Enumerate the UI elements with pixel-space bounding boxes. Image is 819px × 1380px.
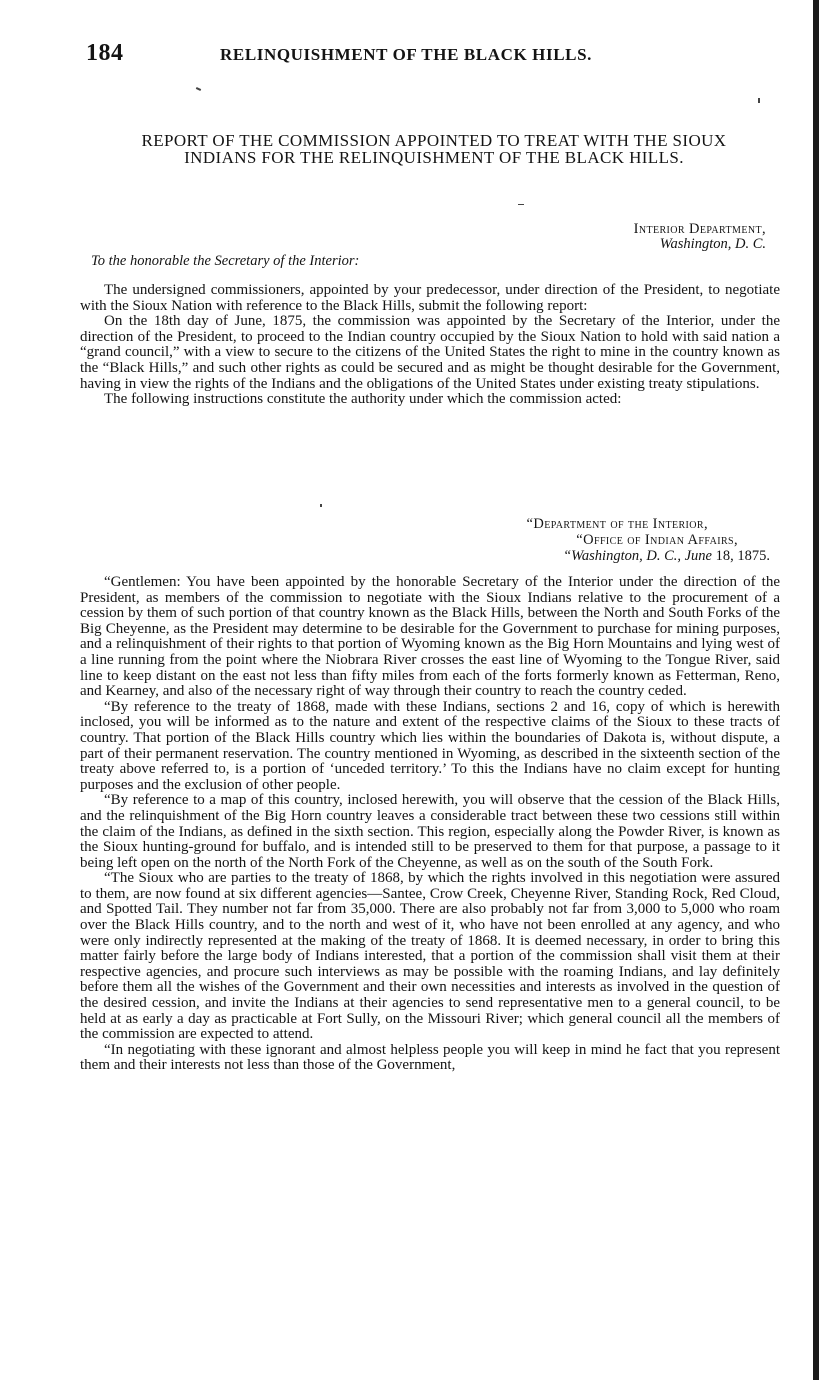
letter-paragraph: “By reference to the treaty of 1868, made with these Indians, sections 2 and 16, copy of which is herewith inclosed, you will be informed as to the nature and extent of the respective claims of the Sioux to these tracts of country. That portion of the Black Hills country which lies within the boundaries of Dakota is, without dispute, a part of their permanent reservation. The country mentioned in Wyoming, as described in the sixteenth section of the treaty above referred to, is a portion of ‘unceded territory.’ To this the Indians have no claim except for hunting purposes and the exclusion of other people. (80, 698, 780, 793)
letter-heading-date (0, 548, 770, 565)
intro-paragraph: The following instructions constitute the authority under which the commission acted: (104, 391, 622, 408)
letter-paragraph: “By reference to a map of this country, inclosed herewith, you will observe that the cession of the Black Hills, and the relinquishment of the Big Horn country leaves a considerable tract between these two cessions still within the claim of the Indians, as defined in the sixth section. This region, especially along the Powder River, is known as the Sioux hunting-ground for buffalo, and is intended still to be preserved to them for that purpose, a passage to it being left open on the north of the North Fork of the Cheyenne, as well as on the south of the South Fork. (80, 792, 780, 871)
scan-speck (320, 504, 322, 507)
letter-paragraph: “The Sioux who are parties to the treaty of 1868, by which the rights involved in this negotiation were assured to them, are now found at six different agencies—Santee, Crow Creek, Cheyenne River, Standing Rock, Red Cloud, and Spotted Tail. They number not far from 35,000. There are also probably not far from 3,000 to 5,000 who roam over the Black Hills country, and to the north and west of it, who have not been enrolled at any agency, and who were only indirectly represented at the making of the treaty of 1868. It is deemed necessary, in order to bring this matter fairly before the large body of Indians interested, that a portion of the commission shall visit them at their respective agencies, and procure such interviews as may be possible with the roaming Indians, and lay definitely before them all the wishes of the Government and their own necessities and interests as involved in the question of the desired cession, and invite the Indians at their agencies to send representative men to a general council, to be held at as early a day as practicable at Fort Sully, on the Missouri River; which general council all the members of the commission are expected to attend. (80, 870, 780, 1043)
report-title-line: INDIANS FOR THE RELINQUISHMENT OF THE BLACK HILLS. (184, 148, 684, 167)
intro-paragraph: The undersigned commissioners, appointed by your predecessor, under direction of the President, to negotiate with the Sioux Nation with reference to the Black Hills, submit the following report: (80, 282, 780, 314)
letter-paragraph: “In negotiating with these ignorant and almost helpless people you will keep in mind he fact that you represent them and their interests not less than those of the Government, (80, 1041, 780, 1074)
letter-body (80, 575, 780, 1074)
letter-heading-day: 18, 1875. (715, 548, 770, 564)
intro-section (80, 283, 780, 408)
dateline-department: Interior Department, (633, 221, 766, 237)
dateline-place: Washington, D. C. (659, 236, 766, 252)
letter-heading-office: “Office of Indian Affairs, (576, 532, 738, 548)
letter-heading-place: “Washington, D. C., June (563, 548, 712, 564)
salutation: To the honorable the Secretary of the Interior: (91, 253, 360, 269)
scan-speck (758, 98, 760, 103)
running-head (86, 40, 786, 70)
letter-heading-department: “Department of the Interior, (526, 516, 708, 532)
report-title-line: REPORT OF THE COMMISSION APPOINTED TO TREAT WITH THE SIOUX (141, 131, 727, 150)
page-number: 184 (86, 40, 124, 66)
report-title (80, 132, 788, 166)
scan-speck (518, 204, 524, 205)
intro-paragraph: On the 18th day of June, 1875, the commission was appointed by the Secretary of the Interior, under the direction of the President, to proceed to the Indian country occupied by the Sioux Nation to hold with said nation a “grand council,” with a view to secure to the citizens of the United States the right to mine in the country known as the “Black Hills,” and such other rights as could be secured and as might be thought desirable for the Government, having in view the rights of the Indians and the obligations of the United States under existing treaty stipulations. (80, 313, 780, 392)
scan-edge (813, 0, 819, 1380)
letter-paragraph: “Gentlemen: You have been appointed by the honorable Secretary of the Interior under the direction of the President, as members of the commission to negotiate with the Sioux Indians relative to the procurement of a cession by them of such portion of that country known as the Black Hills, between the North and South Forks of the Big Cheyenne, as the President may determine to be desirable for the Government to purchase for mining purposes, and a relinquishment of their rights to that portion of Wyoming known as the Big Horn Mountains and lying west of a line running from the point where the Niobrara River crosses the east line of Wyoming to the Tongue River, said line to keep distant on the east not less than fifty miles from each of the forts formerly known as Fetterman, Reno, and Kearney, and also of the necessary right of way through their country to reach the country ceded. (80, 574, 780, 700)
running-title: RELINQUISHMENT OF THE BLACK HILLS. (220, 45, 592, 64)
scan-speck (196, 87, 201, 91)
